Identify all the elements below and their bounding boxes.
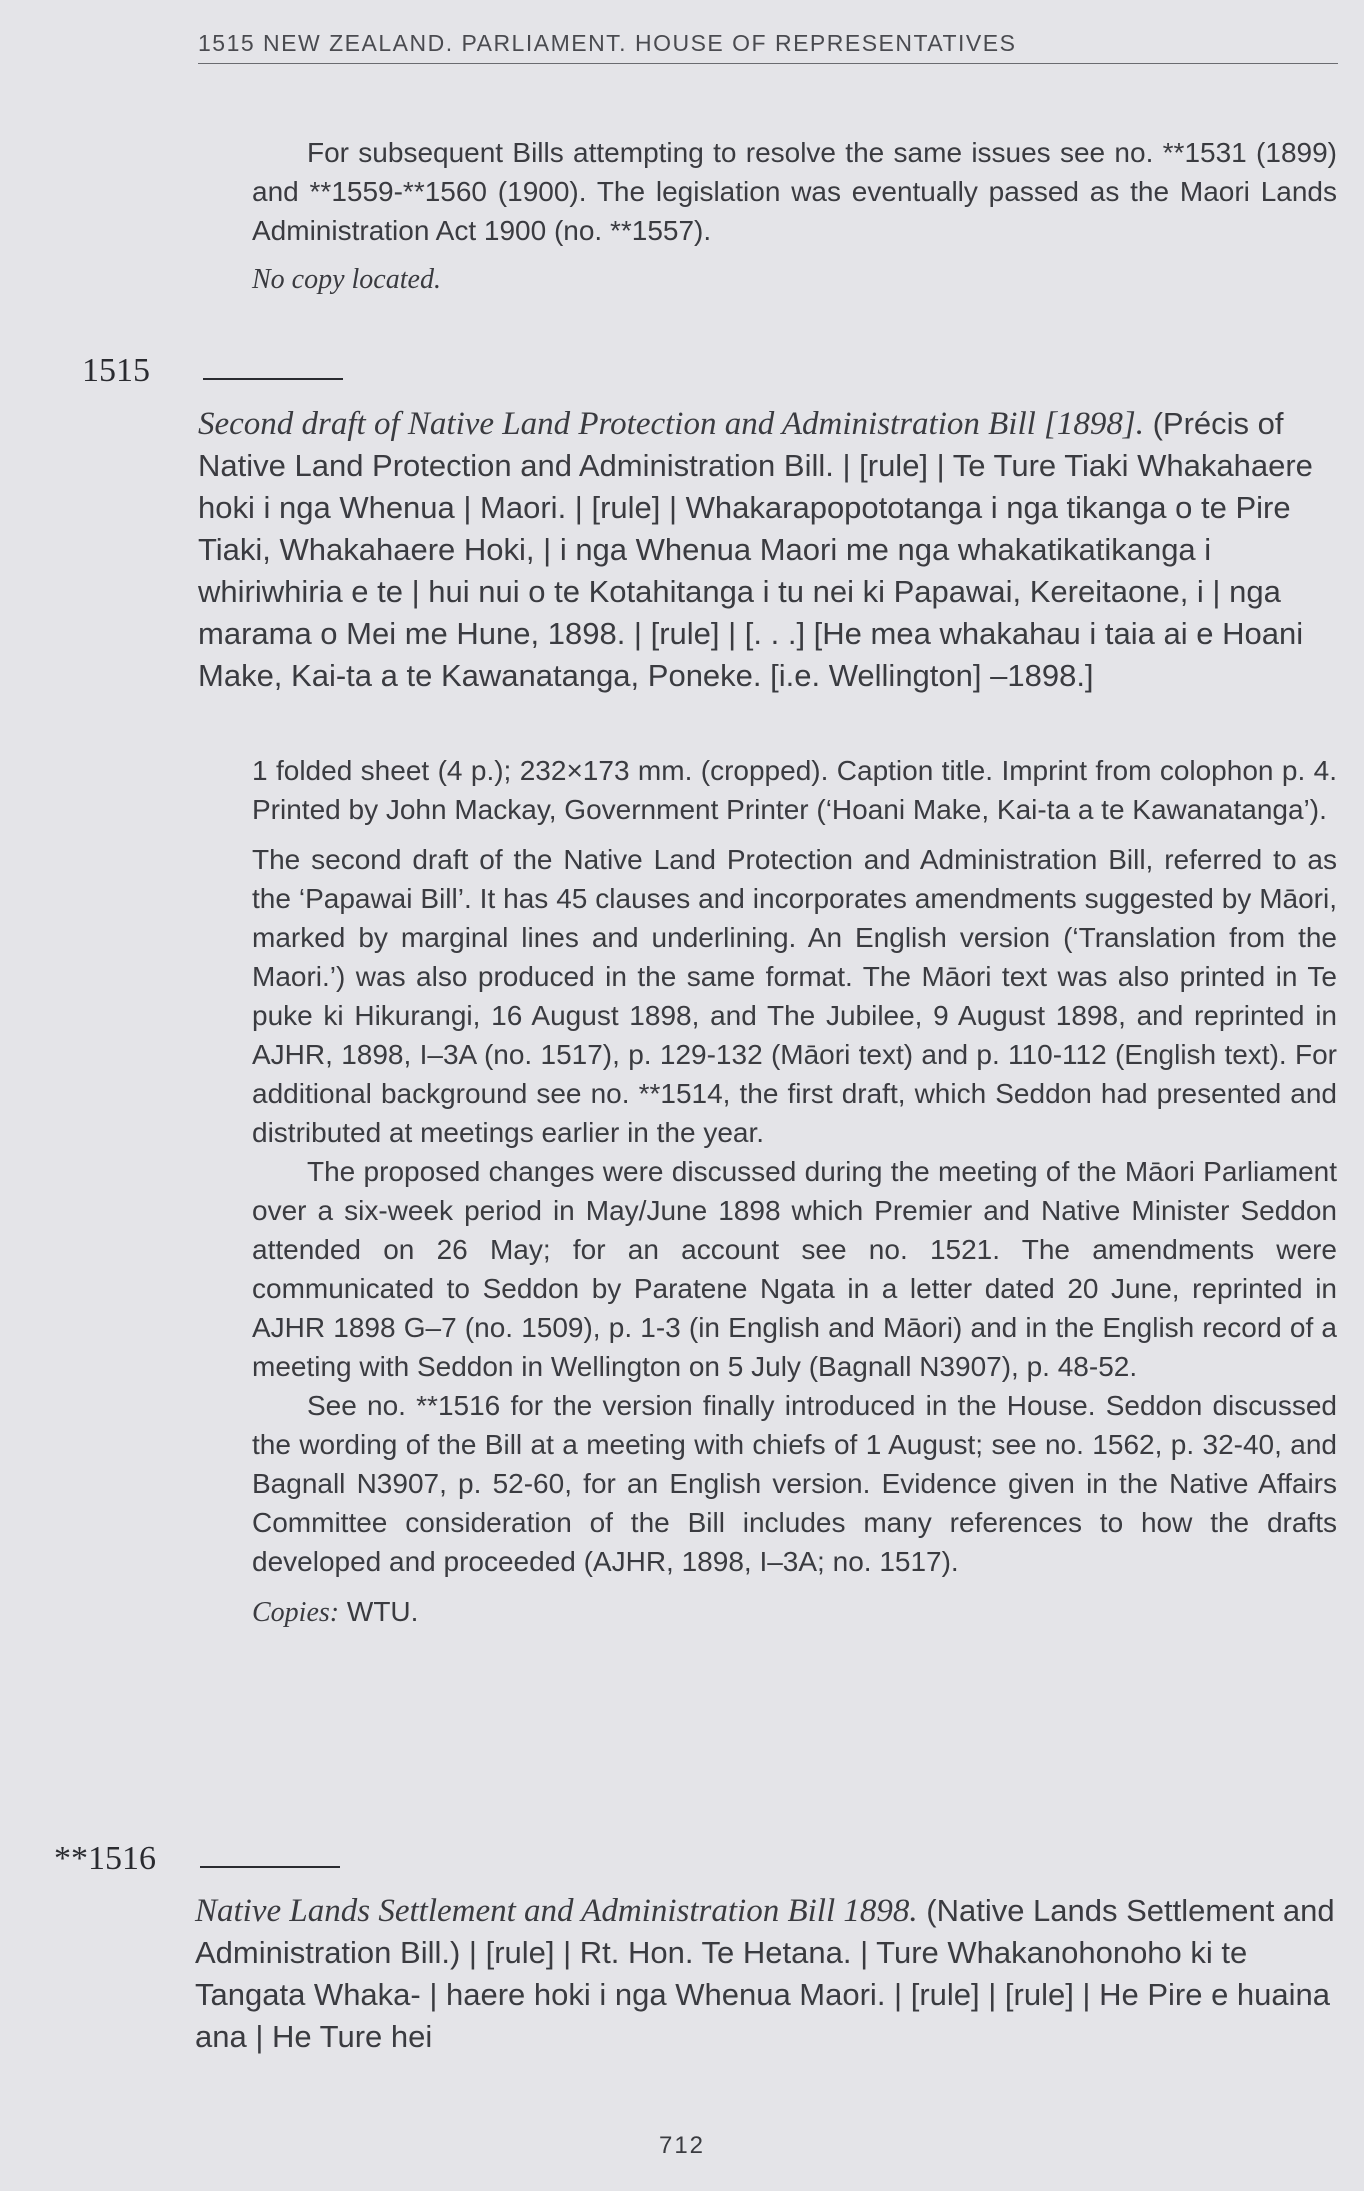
entry-1515-transcription: (Précis of Native Land Protection and Administration Bill. | [rule] | Te Ture Tiaki Whakahaere hoki i nga Whenua | Maori. | [rule] | Whakarapopototanga i nga tikanga o te Pire Tiaki, Whakahaere Hoki, | i nga Whenua Maori me nga whakatikatikanga i whiriwhiria e te | hui nui o te Kotahitanga i tu nei ki Papawai, Kereitaone, i | nga marama o Mei me Hune, 1898. | [rule] | [. . .] [He mea whakahau i taia ai e Hoani Make, Kai-ta a te Kawanatanga, Poneke. [i.e. Wellington] –1898.] xyxy=(198,406,1313,693)
entry-1516-transcription: (Native Lands Settlement and Administration Bill.) | [rule] | Rt. Hon. Te Hetana. | Ture Whakanohonoho ki te Tangata Whaka- | haere hoki i nga Whenua Maori. | [rule] | [rule] | He Pire e huaina ana | He Ture hei xyxy=(195,1893,1335,2054)
entry-1515-copies-label: Copies: xyxy=(252,1597,340,1628)
top-note-text: For subsequent Bills attempting to resolve the same issues see no. **1531 (1899) and **1559-**1560 (1900). The legislation was eventually passed as the Maori Lands Administration Act 1900 (no. **1557). xyxy=(252,137,1337,246)
entry-1516-title: Native Lands Settlement and Administration Bill 1898. xyxy=(195,1893,918,1929)
entry-1515-copies-value: WTU. xyxy=(339,1596,419,1627)
top-note xyxy=(252,133,1337,299)
entry-1515-para1: The second draft of the Native Land Protection and Administration Bill, referred to as the ‘Papawai Bill’. It has 45 clauses and incorporates amendments suggested by Māori, marked by marginal lines and underlining. An English version (‘Translation from the Maori.’) was also produced in the same format. The Māori text was also printed in Te puke ki Hikurangi, 16 August 1898, and The Jubilee, 9 August 1898, and reprinted in AJHR, 1898, I–3A (no. 1517), p. 129-132 (Māori text) and p. 110-112 (English text). For additional background see no. **1514, the first draft, which Seddon had presented and distributed at meetings earlier in the year. xyxy=(252,844,1337,1148)
entry-1515-physical: 1 folded sheet (4 p.); 232×173 mm. (cropped). Caption title. Imprint from colophon p. 4. Printed by John Mackay, Government Printer (‘Hoani Make, Kai-ta a te Kawanatanga’). xyxy=(252,755,1337,825)
entry-1515-para3: See no. **1516 for the version finally introduced in the House. Seddon discussed the wording of the Bill at a meeting with chiefs of 1 August; see no. 1562, p. 32-40, and Bagnall N3907, p. 52-60, for an English version. Evidence given in the Native Affairs Committee consideration of the Bill includes many references to how the drafts developed and proceeded (AJHR, 1898, I–3A; no. 1517). xyxy=(252,1390,1337,1577)
running-head: 1515 NEW ZEALAND. PARLIAMENT. HOUSE OF REPRESENTATIVES xyxy=(198,30,1338,64)
entry-rule-1516 xyxy=(200,1866,340,1868)
entry-1515-title-year: [1898]. xyxy=(1035,406,1144,442)
entry-rule-1515 xyxy=(203,378,343,380)
entry-number-1515: 1515 xyxy=(82,352,150,389)
entry-1516-title-block xyxy=(195,1890,1335,2058)
page-number: 712 xyxy=(658,2132,706,2159)
entry-1515-title: Second draft of Native Land Protection and Administration Bill xyxy=(198,406,1036,442)
entry-1515-title-block xyxy=(198,403,1338,697)
entry-1515-para2: The proposed changes were discussed during the meeting of the Māori Parliament over a six-week period in May/June 1898 which Premier and Native Minister Seddon attended on 26 May; for an account see no. 1521. The amendments were communicated to Seddon by Paratene Ngata in a letter dated 20 June, reprinted in AJHR 1898 G–7 (no. 1509), p. 1-3 (in English and Māori) and in the English record of a meeting with Seddon in Wellington on 5 July (Bagnall N3907), p. 48-52. xyxy=(252,1156,1337,1382)
top-note-copy-status: No copy located. xyxy=(252,264,441,295)
entry-number-1516: **1516 xyxy=(54,1840,156,1877)
entry-1515-notes xyxy=(252,751,1337,1632)
